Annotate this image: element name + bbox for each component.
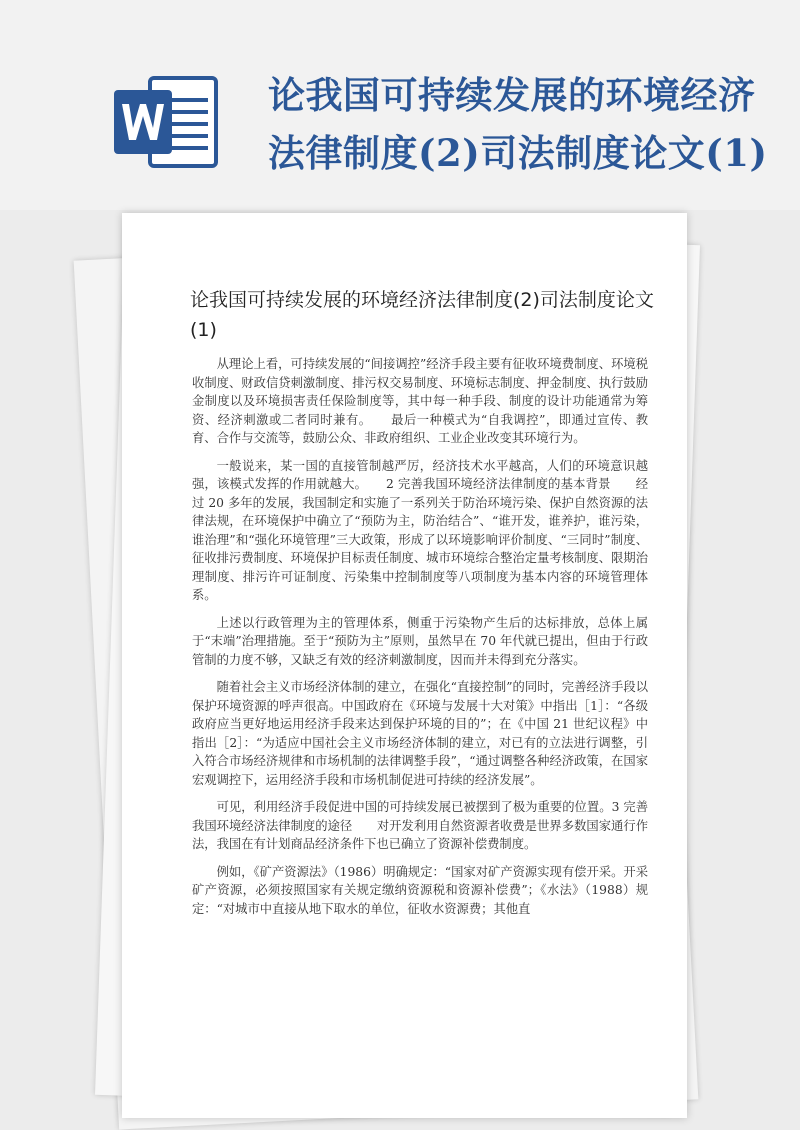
word-document-icon bbox=[112, 72, 222, 172]
header-title-line-1: 论我国可持续发展的环境经济 bbox=[268, 73, 756, 117]
document-body bbox=[192, 355, 648, 927]
page-header bbox=[0, 0, 800, 210]
header-title-line-2: 法律制度(2)司法制度论文(1) bbox=[268, 131, 768, 175]
paper-sheet-front bbox=[122, 213, 687, 1118]
document-title: 论我国可持续发展的环境经济法律制度(2)司法制度论文(1) bbox=[190, 289, 654, 341]
document-paragraph: 上述以行政管理为主的管理体系，侧重于污染物产生后的达标排放，总体上属于“末端”治理措施。至于“预防为主”原则，虽然早在 70 年代就已提出，但由于行政管制的力度不够，又缺乏有效的经济刺激制度，因而并未得到充分落实。 bbox=[192, 615, 648, 667]
document-paragraph: 从理论上看，可持续发展的“间接调控”经济手段主要有征收环境费制度、环境税收制度、财政信贷刺激制度、排污权交易制度、环境标志制度、押金制度、执行鼓励金制度以及环境损害责任保险制度等，其中每一种手段、制度的设计功能通常为筹资、经济刺激或二者同时兼有。 最后一种模式为“自我调控”，即通过宣传、教育、合作与交流等，鼓励公众、非政府组织、工业企业改变其环境行为。 bbox=[192, 357, 648, 445]
document-paragraph: 可见，利用经济手段促进中国的可持续发展已被摆到了极为重要的位置。3 完善我国环境经济法律制度的途径 对开发利用自然资源者收费是世界多数国家通行作法，我国在有计划商品经济条件下也已确立了资源补偿费制度。 bbox=[192, 800, 648, 851]
document-paragraph: 随着社会主义市场经济体制的建立，在强化“直接控制”的同时，完善经济手段以保护环境资源的呼声很高。中国政府在《环境与发展十大对策》中指出［1］：“各级政府应当更好地运用经济手段来达到保护环境的目的”；在《中国 21 世纪议程》中指出［2］：“为适应中国社会主义市场经济体制的建立，对已有的立法进行调整，引入符合市场经济规律和市场机制的法律调整手段”，“通过调整各种经济政策，在国家宏观调控下，运用经济手段和市场机制促进可持续的经济发展”。 bbox=[192, 680, 648, 787]
document-paragraph: 例如，《矿产资源法》（1986）明确规定：“国家对矿产资源实现有偿开采。开采矿产资源，必须按照国家有关规定缴纳资源税和资源补偿费”；《水法》（1988）规定：“对城市中直接从地下取水的单位，征收水资源费；其他直 bbox=[192, 864, 648, 916]
header-title bbox=[268, 66, 778, 182]
document-preview bbox=[0, 205, 800, 1130]
document-paragraph: 一般说来，某一国的直接管制越严厉，经济技术水平越高，人们的环境意识越强，该模式发挥的作用就越大。 2 完善我国环境经济法律制度的基本背景 经过 20 多年的发展，我国制定和实施了一系列关于防治环境污染、保护自然资源的法律法规，在环境保护中确立了“预防为主，防治结合”、“谁开发，谁养护，谁污染，谁治理”和“强化环境管理”三大政策，形成了以环境影响评价制度、“三同时”制度、征收排污费制度、环境保护目标责任制度、城市环境综合整治定量考核制度、限期治理制度、排污许可证制度、污染集中控制制度等八项制度为基本内容的环境管理体系。 bbox=[192, 458, 648, 602]
